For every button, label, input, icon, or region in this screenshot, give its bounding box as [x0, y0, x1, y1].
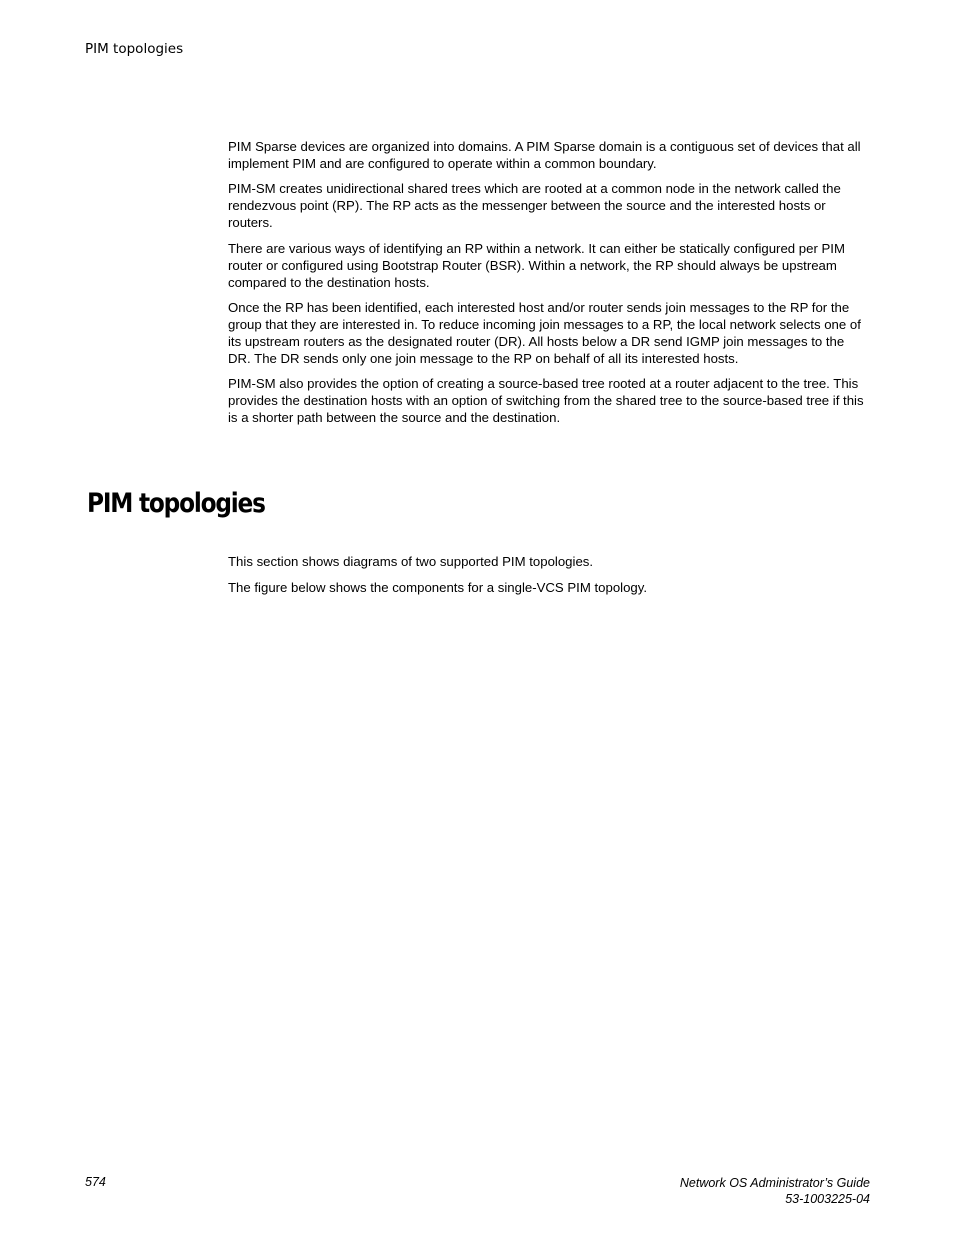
section-heading: PIM topologies — [87, 488, 265, 519]
section-text-block — [228, 554, 870, 605]
intro-paragraph-5: PIM-SM also provides the option of creating a source-based tree rooted at a router adjacent to the tree. This provides the destination hosts with an option of switching from the shared tree to the source-based tree if this is a shorter path between the source and the destination. — [228, 376, 864, 426]
intro-text-block — [228, 139, 870, 436]
footer-doc-info — [680, 1175, 870, 1207]
doc-number: 53-1003225-04 — [785, 1192, 870, 1206]
running-header: PIM topologies — [85, 41, 184, 57]
intro-paragraph-4: Once the RP has been identified, each interested host and/or router sends join messages to the RP for the group that they are interested in. To reduce incoming join messages to a RP, the local network selects one of its upstream routers as the designated router (DR). All hosts below a DR send IGMP join messages to the DR. The DR sends only one join message to the RP on behalf of all its interested hosts. — [228, 300, 861, 366]
intro-paragraph-1: PIM Sparse devices are organized into domains. A PIM Sparse domain is a contiguous set of devices that all implement PIM and are configured to operate within a common boundary. — [228, 139, 861, 171]
section-paragraph-2: The figure below shows the components for a single-VCS PIM topology. — [228, 579, 648, 595]
section-paragraph-1: This section shows diagrams of two supported PIM topologies. — [228, 554, 594, 569]
page-number: 574 — [85, 1175, 106, 1189]
guide-title: Network OS Administrator’s Guide — [679, 1176, 870, 1190]
intro-paragraph-3: There are various ways of identifying an RP within a network. It can either be statically configured per PIM router or configured using Bootstrap Router (BSR). Within a network, the RP should always be upstream compared to the destination hosts. — [228, 240, 845, 290]
intro-paragraph-2: PIM-SM creates unidirectional shared trees which are rooted at a common node in the network called the rendezvous point (RP). The RP acts as the messenger between the source and the interested hosts or routers. — [228, 181, 841, 231]
